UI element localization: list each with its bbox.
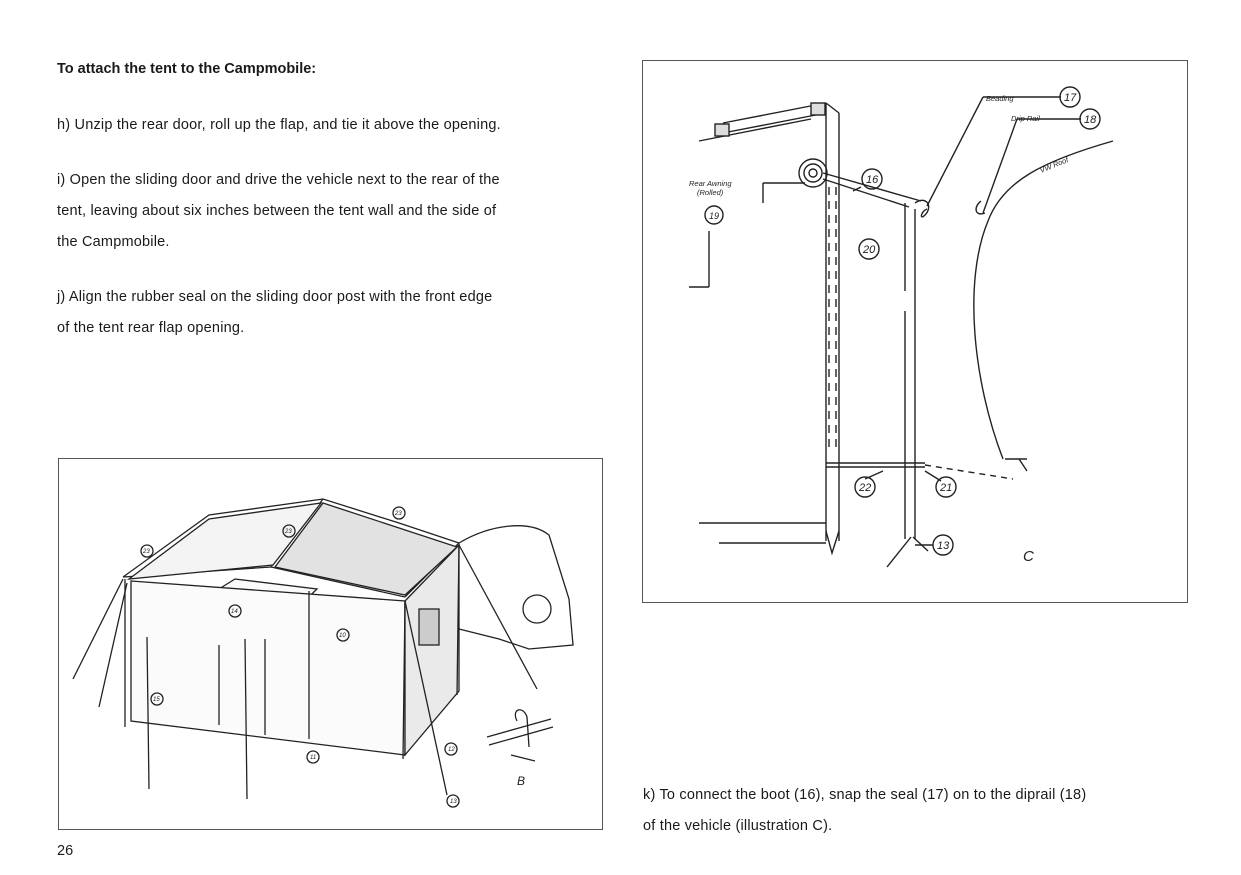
beading-label: Beading (986, 94, 1014, 103)
paragraph-i-line-1: i) Open the sliding door and drive the vehicle next to the rear of the (57, 172, 500, 188)
detail-b-label: B (517, 774, 526, 788)
illustration-c (643, 61, 1187, 602)
paragraph-i (57, 165, 602, 258)
illustration-tent-frame (58, 458, 603, 830)
tent-callout-23-middle: 23 (285, 529, 292, 535)
paragraph-i-line-3: the Campmobile. (57, 234, 170, 250)
section-heading: To attach the tent to the Campmobile: (57, 61, 317, 77)
paragraph-k (643, 780, 1191, 842)
callout-20: 20 (863, 244, 876, 256)
illustration-c-frame (642, 60, 1188, 603)
rear-awning-label-1: Rear Awning (689, 179, 732, 188)
tent-callout-11: 11 (310, 755, 317, 761)
illustration-c-label: C (1023, 548, 1034, 565)
tent-callout-23-right: 23 (395, 511, 402, 517)
tent-callout-12: 12 (448, 747, 455, 753)
paragraph-h: h) Unzip the rear door, roll up the flap, and tie it above the opening. (57, 117, 501, 133)
drip-rail-label: Drip Rail (1011, 114, 1040, 123)
paragraph-j (57, 282, 602, 344)
tent-callout-10: 10 (339, 633, 346, 639)
paragraph-j-line-1: j) Align the rubber seal on the sliding door post with the front edge (57, 289, 493, 305)
rear-awning-label-2: (Rolled) (697, 188, 724, 197)
callout-21: 21 (940, 482, 953, 494)
paragraph-k-line-2: of the vehicle (illustration C). (643, 818, 833, 834)
tent-callout-14: 14 (231, 609, 238, 615)
callout-17: 17 (1064, 92, 1077, 104)
tent-callout-23-left: 23 (143, 549, 150, 555)
vw-roof-label: VW Roof (1038, 155, 1070, 175)
paragraph-j-line-2: of the tent rear flap opening. (57, 320, 245, 336)
callout-22: 22 (859, 482, 872, 494)
callout-16: 16 (866, 174, 879, 186)
page-number: 26 (57, 843, 74, 859)
paragraph-k-line-1: k) To connect the boot (16), snap the seal (17) on to the diprail (18) (643, 787, 1087, 803)
tent-callout-15: 15 (153, 697, 160, 703)
illustration-tent (59, 459, 602, 829)
tent-callout-13: 13 (450, 799, 457, 805)
callout-18: 18 (1084, 114, 1097, 126)
paragraph-i-line-2: tent, leaving about six inches between the tent wall and the side of (57, 203, 497, 219)
callout-19: 19 (709, 211, 720, 221)
callout-13: 13 (937, 540, 950, 552)
